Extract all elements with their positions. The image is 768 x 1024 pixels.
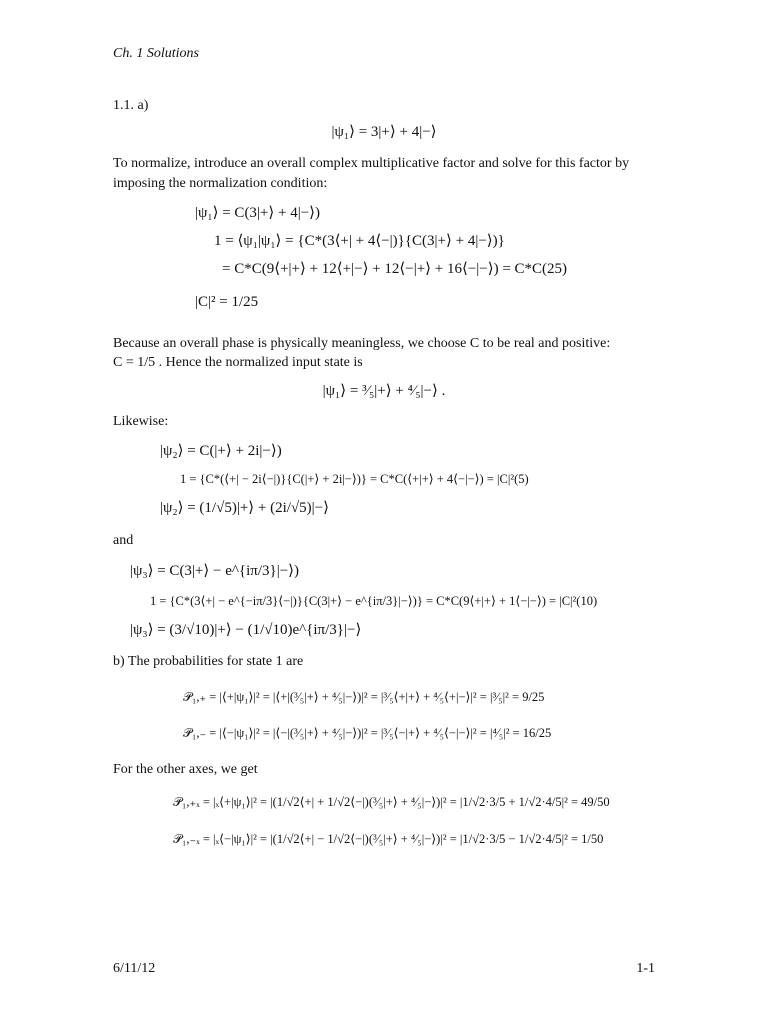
paragraph-normalize: To normalize, introduce an overall complex multiplicative factor and solve for this factor by imposing the normalization condition:: [113, 156, 630, 191]
page-header: Ch. 1 Solutions: [113, 46, 199, 61]
equation-psi3-2: 1 = {C*(3⟨+| − e^{−iπ/3}⟨−|)}{C(3|+⟩ − e^{iπ/3}|−⟩)} = C*C(9⟨+|+⟩ + 1⟨−|−⟩) = |C|²(10): [150, 594, 598, 608]
equation-prob-minus-x: 𝒫₁,₋ₓ = |ₓ⟨−|ψ₁⟩|² = |(1/√2⟨+| − 1/√2⟨−|)(³⁄₅|+⟩ + ⁴⁄₅|−⟩)|² = |1/√2·3/5 − 1/√2·4/5|² = 1/50: [173, 832, 604, 846]
equation-norm-3: = C*C(9⟨+|+⟩ + 12⟨+|−⟩ + 12⟨−|+⟩ + 16⟨−|−⟩) = C*C(25): [222, 261, 568, 277]
equation-psi1: |ψ₁⟩ = 3|+⟩ + 4|−⟩: [331, 124, 437, 140]
equation-psi2-2: 1 = {C*(⟨+| − 2i⟨−|)}{C(|+⟩ + 2i|−⟩)} = C*C(⟨+|+⟩ + 4⟨−|−⟩) = |C|²(5): [180, 472, 529, 486]
equation-norm-1: |ψ₁⟩ = C(3|+⟩ + 4|−⟩): [195, 205, 321, 221]
equation-norm-4: |C|² = 1/25: [195, 294, 259, 310]
equation-psi3-1: |ψ₃⟩ = C(3|+⟩ − e^{iπ/3}|−⟩): [130, 563, 300, 579]
paragraph-and: and: [113, 533, 134, 548]
paragraph-part-b: b) The probabilities for state 1 are: [113, 654, 304, 669]
part-a-label: 1.1. a): [113, 98, 149, 113]
equation-prob-minus: 𝒫₁,₋ = |⟨−|ψ₁⟩|² = |⟨−|(³⁄₅|+⟩ + ⁴⁄₅|−⟩)|² = |³⁄₅⟨−|+⟩ + ⁴⁄₅⟨−|−⟩|² = |⁴⁄₅|² = 16/25: [183, 726, 552, 740]
equation-psi2-1: |ψ₂⟩ = C(|+⟩ + 2i|−⟩): [160, 443, 282, 459]
footer-date: 6/11/12: [113, 961, 156, 976]
paragraph-other-axes: For the other axes, we get: [113, 762, 258, 777]
paragraph-phase-1: Because an overall phase is physically meaningless, we choose C to be real and positive:: [113, 336, 611, 351]
equation-normalized-state: |ψ₁⟩ = ³⁄₅|+⟩ + ⁴⁄₅|−⟩ .: [322, 383, 446, 399]
paragraph-phase-2: C = 1/5 . Hence the normalized input state is: [113, 355, 363, 370]
equation-psi2-3: |ψ₂⟩ = (1/√5)|+⟩ + (2i/√5)|−⟩: [160, 500, 329, 516]
equation-prob-plus: 𝒫₁,₊ = |⟨+|ψ₁⟩|² = |⟨+|(³⁄₅|+⟩ + ⁴⁄₅|−⟩)|² = |³⁄₅⟨+|+⟩ + ⁴⁄₅⟨+|−⟩|² = |³⁄₅|² = 9/25: [183, 690, 545, 704]
equation-norm-2: 1 = ⟨ψ₁|ψ₁⟩ = {C*(3⟨+| + 4⟨−|)}{C(3|+⟩ + 4|−⟩)}: [214, 233, 505, 249]
paragraph-likewise: Likewise:: [113, 414, 169, 429]
equation-psi3-3: |ψ₃⟩ = (3/√10)|+⟩ − (1/√10)e^{iπ/3}|−⟩: [130, 622, 362, 638]
footer-page-number: 1-1: [636, 961, 655, 976]
equation-prob-plus-x: 𝒫₁,₊ₓ = |ₓ⟨+|ψ₁⟩|² = |(1/√2⟨+| + 1/√2⟨−|)(³⁄₅|+⟩ + ⁴⁄₅|−⟩)|² = |1/√2·3/5 + 1/√2·4/5|² = 49/50: [173, 795, 610, 809]
